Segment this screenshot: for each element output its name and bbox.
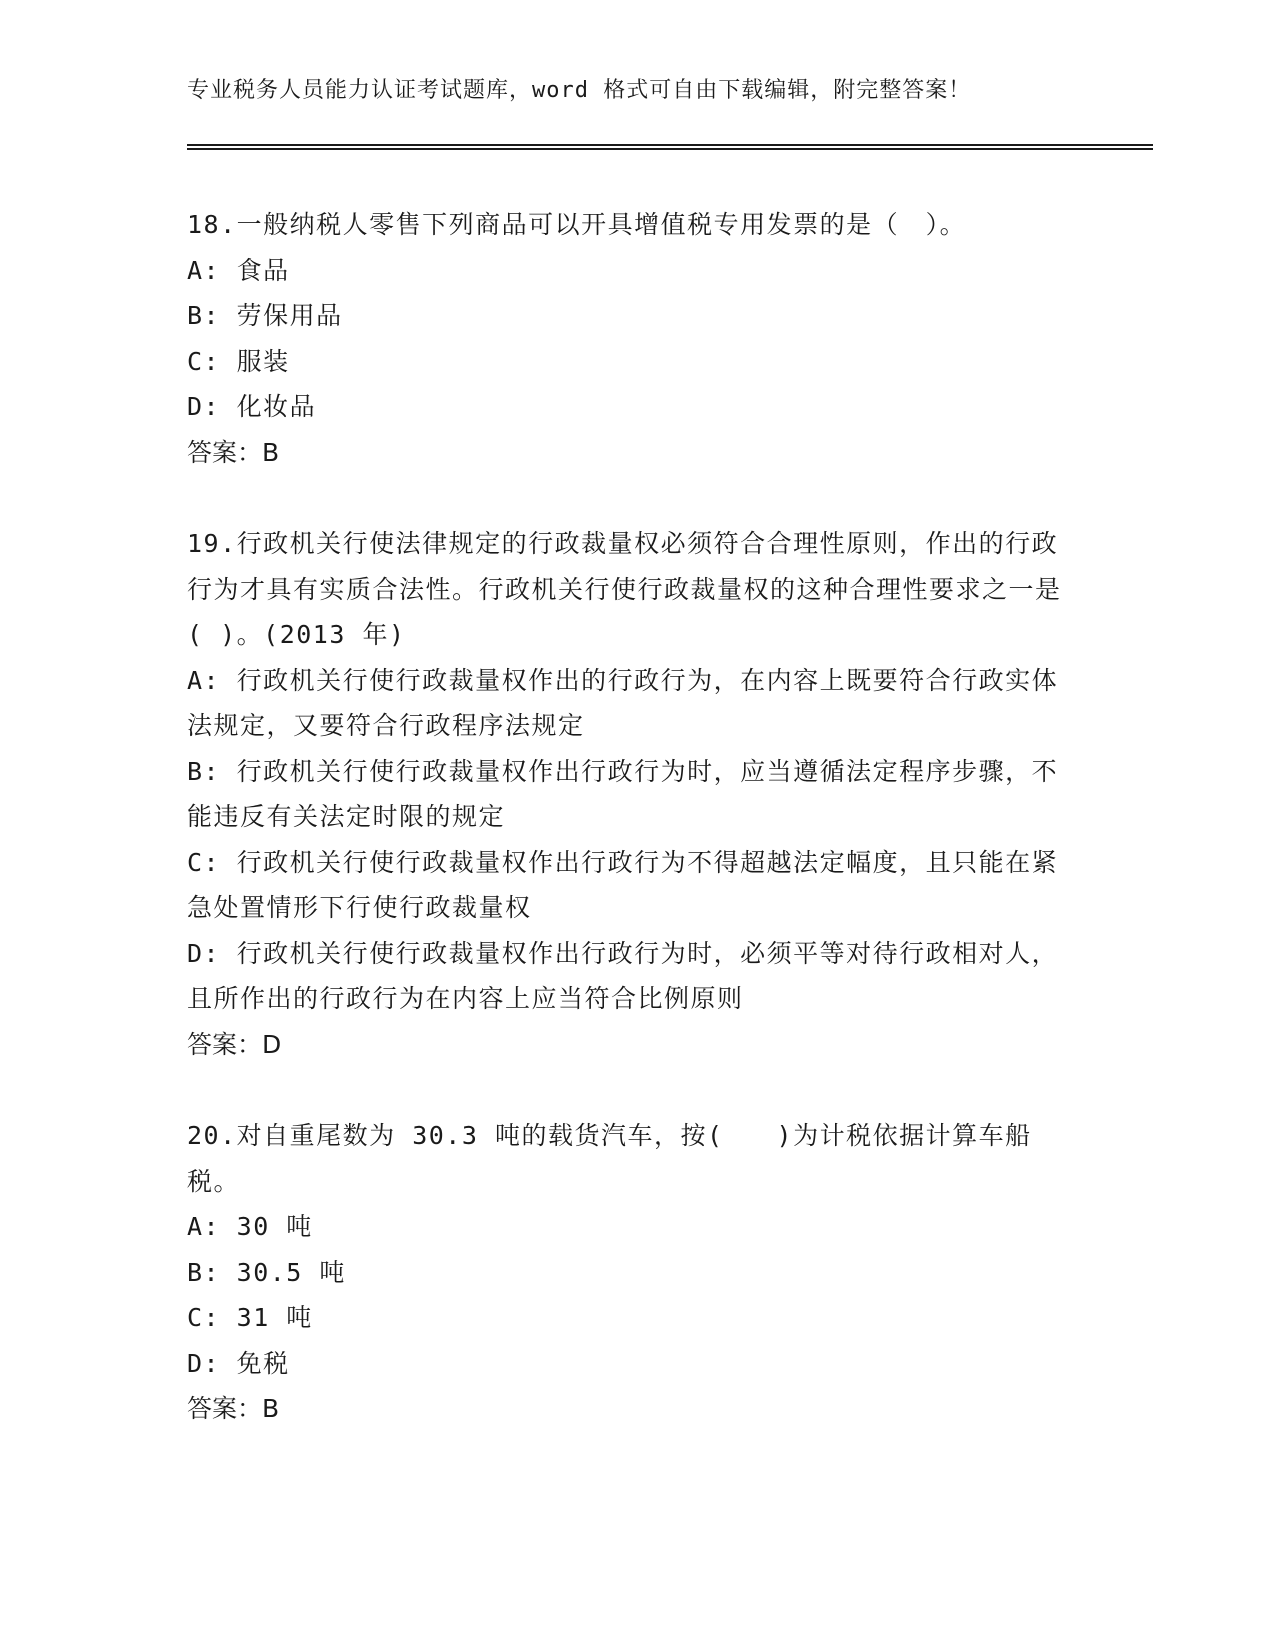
question-stem: 19.行政机关行使法律规定的行政裁量权必须符合合理性原则，作出的行政行为才具有实质合法性。行政机关行使行政裁量权的这种合理性要求之一是( )。(2013 年)	[187, 529, 1062, 649]
option-d: D: 化妆品	[187, 392, 317, 421]
option-b: B: 行政机关行使行政裁量权作出行政行为时，应当遵循法定程序步骤，不能违反有关法定时限的规定	[187, 756, 1059, 831]
question-18	[187, 202, 1077, 475]
option-d: D: 行政机关行使行政裁量权作出行政行为时，必须平等对待行政相对人，且所作出的行政行为在内容上应当符合比例原则	[187, 938, 1059, 1013]
option-a: A: 行政机关行使行政裁量权作出的行政行为，在内容上既要符合行政实体法规定，又要符合行政程序法规定	[187, 665, 1059, 740]
option-a: A: 食品	[187, 255, 290, 285]
option-a: A: 30 吨	[187, 1212, 313, 1241]
question-list	[187, 202, 1077, 1478]
answer: 答案：B	[187, 437, 280, 467]
page-header: 专业税务人员能力认证考试题库，word 格式可自由下载编辑，附完整答案！	[187, 78, 972, 103]
option-c: C: 服装	[187, 346, 290, 376]
question-20	[187, 1113, 1077, 1432]
answer: 答案：D	[187, 1029, 282, 1059]
option-b: B: 30.5 吨	[187, 1257, 346, 1287]
option-b: B: 劳保用品	[187, 301, 343, 330]
option-d: D: 免税	[187, 1348, 290, 1378]
option-c: C: 31 吨	[187, 1303, 313, 1332]
answer: 答案：B	[187, 1394, 280, 1423]
question-stem: 20.对自重尾数为 30.3 吨的载货汽车，按( )为计税依据计算车船税。	[187, 1121, 1032, 1196]
option-c: C: 行政机关行使行政裁量权作出行政行为不得超越法定幅度，且只能在紧急处置情形下行使行政裁量权	[187, 847, 1059, 922]
question-stem: 18.一般纳税人零售下列商品可以开具增值税专用发票的是（ ）。	[187, 210, 967, 239]
header-divider	[187, 144, 1153, 150]
question-19	[187, 521, 1077, 1067]
